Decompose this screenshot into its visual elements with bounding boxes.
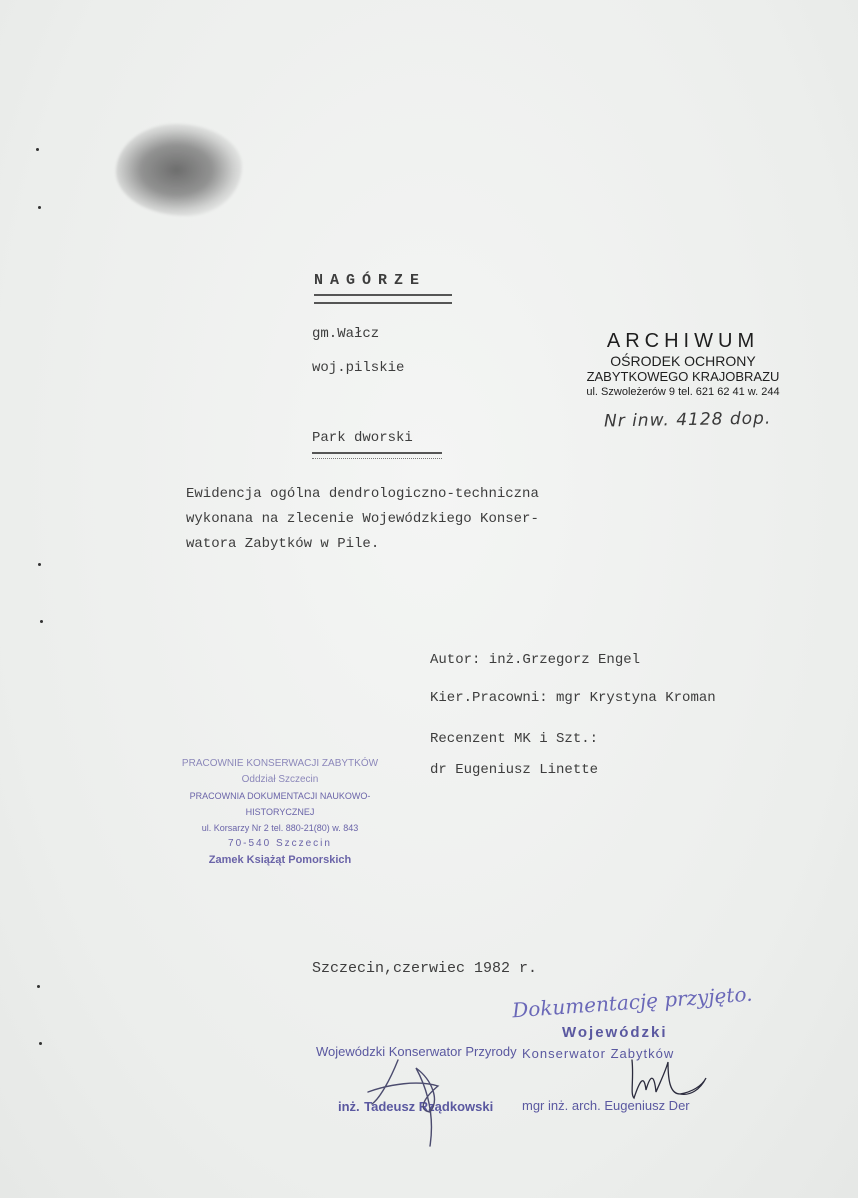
archive-stamp-line: OŚRODEK OCHRONY: [610, 353, 756, 369]
binder-hole: [40, 620, 43, 623]
description-line: wykonana na zlecenie Wojewódzkiego Konser-: [186, 511, 539, 527]
workshop-stamp-line: Oddział Szczecin: [241, 774, 319, 785]
description-line: Ewidencja ogólna dendrologiczno-techniczna: [186, 486, 539, 502]
voivodeship-line: woj.pilskie: [312, 360, 405, 376]
binder-hole: [36, 148, 39, 151]
inventory-number-note: Nr inw. 4128 dop.: [603, 408, 772, 432]
workshop-stamp-line: Zamek Książąt Pomorskich: [208, 854, 352, 866]
workshop-stamp-line: PRACOWNIE KONSERWACJI ZABYTKÓW: [181, 758, 379, 769]
binder-hole: [38, 563, 41, 566]
author-line: Autor: inż.Grzegorz Engel: [430, 652, 641, 668]
archive-stamp-line: ul. Szwoleżerów 9 tel. 621 62 41 w. 244: [586, 386, 780, 398]
nature-conservator-title: Wojewódzki Konserwator Przyrody: [316, 1044, 517, 1059]
acceptance-note: Dokumentację przyjęto.: [511, 981, 754, 1023]
monuments-conservator-title: Konserwator Zabytków: [522, 1046, 675, 1061]
place-date: Szczecin,czerwiec 1982 r.: [312, 960, 538, 977]
workshop-stamp-line: 70-540 Szczecin: [228, 838, 332, 849]
archive-stamp-line: ARCHIWUM: [606, 330, 760, 352]
monuments-conservator-name: mgr inż. arch. Eugeniusz Der: [522, 1098, 690, 1113]
workshop-stamp-line: ul. Korsarzy Nr 2 tel. 880-21(80) w. 843: [201, 823, 359, 833]
monuments-conservator-head: [562, 1024, 668, 1041]
reviewer-name: dr Eugeniusz Linette: [430, 762, 599, 778]
title-underline: [314, 294, 452, 304]
commune-line: gm.Wałcz: [312, 326, 380, 342]
reviewer-label: Recenzent MK i Szt.:: [430, 731, 599, 747]
binder-hole: [38, 206, 41, 209]
archive-stamp-line: ZABYTKOWEGO KRAJOBRAZU: [586, 369, 780, 384]
workshop-head-line: Kier.Pracowni: mgr Krystyna Kroman: [430, 690, 716, 706]
document-title: NAGÓRZE: [314, 272, 427, 289]
nature-conservator-name: Tadeusz Rządkowski: [364, 1099, 494, 1114]
monuments-conservator-head-text: Wojewódzki: [562, 1024, 668, 1041]
archive-stamp: [578, 330, 788, 398]
nature-conservator-name-title: inż.: [338, 1099, 360, 1114]
workshop-stamp: [160, 756, 400, 868]
binder-hole: [37, 985, 40, 988]
ink-smudge: [116, 124, 242, 216]
description-block: [186, 482, 666, 557]
signature-left: [360, 1040, 480, 1150]
binder-hole: [39, 1042, 42, 1045]
signature-right: [620, 1050, 720, 1110]
workshop-stamp-line: PRACOWNIA DOKUMENTACJI NAUKOWO-HISTORYCZNEJ: [189, 791, 371, 817]
subject-line: Park dworski: [312, 430, 413, 446]
description-line: watora Zabytków w Pile.: [186, 536, 380, 552]
subject-underline: [312, 452, 442, 459]
